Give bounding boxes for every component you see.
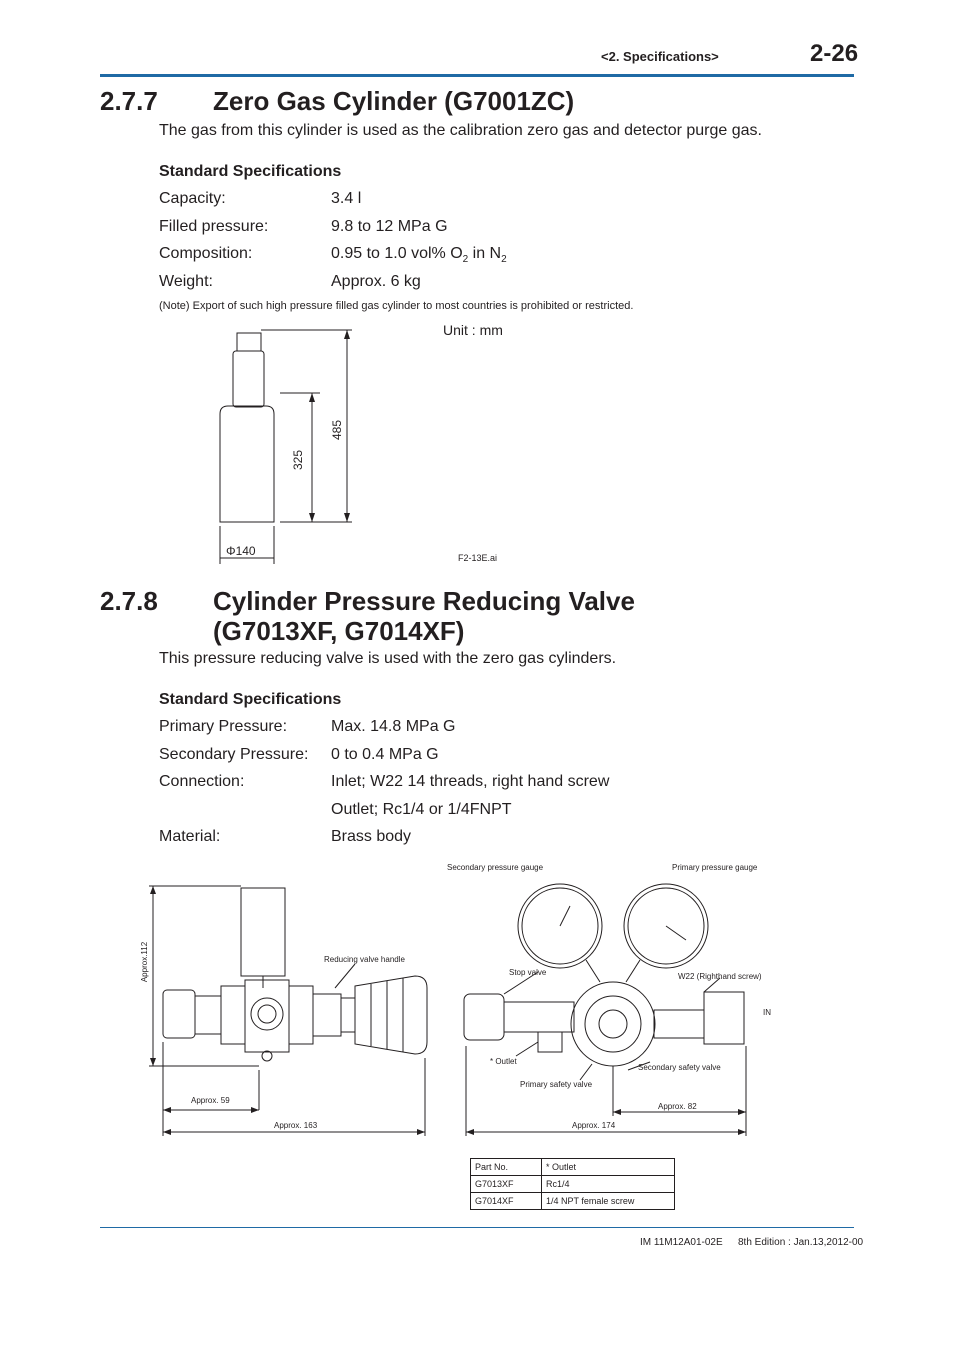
label-reducing-valve-handle: Reducing valve handle xyxy=(324,955,405,964)
export-note: (Note) Export of such high pressure filled gas cylinder to most countries is prohibited or restricted. xyxy=(159,300,634,312)
spec-value: 9.8 to 12 MPa G xyxy=(331,218,448,235)
footer-doc-number: IM 11M12A01-02E xyxy=(640,1237,723,1248)
parts-table xyxy=(470,1158,675,1210)
subscript: 2 xyxy=(501,254,507,266)
label-approx-174: Approx. 174 xyxy=(572,1121,616,1130)
table-cell: Rc1/4 xyxy=(542,1176,675,1193)
header-section: <2. Specifications> xyxy=(601,49,719,64)
unit-label: Unit : mm xyxy=(443,322,503,338)
valve-side-view-drawing xyxy=(135,870,435,1140)
spec-value: Max. 14.8 MPa G xyxy=(331,718,456,735)
spec-label: Primary Pressure: xyxy=(159,718,288,735)
cylinder-body xyxy=(220,406,274,522)
spec-value-composition xyxy=(331,245,507,265)
spec-value: Brass body xyxy=(331,828,412,845)
figure-file-name: F2-13E.ai xyxy=(458,553,498,563)
label-approx-82: Approx. 82 xyxy=(658,1102,697,1111)
label-approx-112: Approx.112 xyxy=(140,941,149,983)
spec-value: Approx. 6 kg xyxy=(331,273,421,290)
footer-rule xyxy=(100,1227,854,1228)
dim-diameter: Φ140 xyxy=(226,544,256,558)
stop-valve-knob xyxy=(464,994,504,1040)
spec-heading-277: Standard Specifications xyxy=(159,163,342,180)
table-cell: 1/4 NPT female screw xyxy=(542,1193,675,1210)
spec-value: Outlet; Rc1/4 or 1/4FNPT xyxy=(331,801,512,818)
label-approx-163: Approx. 163 xyxy=(274,1121,318,1130)
spec-label: Secondary Pressure: xyxy=(159,746,309,763)
label-secondary-safety-valve: Secondary safety valve xyxy=(638,1063,721,1072)
table-header-row xyxy=(471,1159,675,1176)
reducing-valve-handle xyxy=(355,976,427,1054)
valve-body-front xyxy=(571,982,655,1066)
dim-485: 485 xyxy=(330,419,344,441)
spec-value: 0 to 0.4 MPa G xyxy=(331,746,439,763)
table-header: Part No. xyxy=(471,1159,542,1176)
label-outlet: * Outlet xyxy=(490,1057,517,1066)
label-primary-safety-valve: Primary safety valve xyxy=(520,1080,593,1089)
footer-edition: 8th Edition : Jan.13,2012-00 xyxy=(738,1237,864,1248)
subscript: 2 xyxy=(462,254,469,266)
section-number-278: 2.7.8 xyxy=(100,586,158,616)
label-approx-59: Approx. 59 xyxy=(191,1096,230,1105)
table-row xyxy=(471,1176,675,1193)
spec-value: 3.4 l xyxy=(331,190,362,207)
section-title-278-line2: (G7013XF, G7014XF) xyxy=(213,616,465,646)
label-primary-pressure-gauge: Primary pressure gauge xyxy=(672,863,758,872)
section-title-278-line1: Cylinder Pressure Reducing Valve xyxy=(213,586,635,616)
valve-knob-side xyxy=(251,998,283,1030)
spec-label: Composition: xyxy=(159,245,253,262)
section-title-277: Zero Gas Cylinder (G7001ZC) xyxy=(213,86,575,116)
table-cell: G7013XF xyxy=(471,1176,542,1193)
label-in: IN xyxy=(763,1008,771,1017)
section-number-277: 2.7.7 xyxy=(100,86,158,116)
spec-label: Connection: xyxy=(159,773,245,790)
header-rule xyxy=(100,74,854,77)
label-secondary-pressure-gauge: Secondary pressure gauge xyxy=(447,863,544,872)
valve-front-view-drawing xyxy=(440,860,780,1140)
spec-label: Weight: xyxy=(159,273,213,290)
label-stop-valve: Stop valve xyxy=(509,968,547,977)
spec-value: Inlet; W22 14 threads, right hand screw xyxy=(331,773,610,790)
section-intro-278: This pressure reducing valve is used with the zero gas cylinders. xyxy=(159,650,617,667)
spec-heading-278: Standard Specifications xyxy=(159,691,342,708)
spec-label: Capacity: xyxy=(159,190,226,207)
table-header: * Outlet xyxy=(542,1159,675,1176)
outlet-fitting xyxy=(163,990,195,1038)
inlet-fitting xyxy=(704,992,744,1044)
cylinder-neck xyxy=(233,351,264,407)
spec-label: Material: xyxy=(159,828,221,845)
cylinder-drawing xyxy=(200,320,540,570)
table-row xyxy=(471,1193,675,1210)
page-number: 2-26 xyxy=(810,40,859,67)
composition-text: in N xyxy=(468,245,502,262)
gauge-side xyxy=(241,888,285,976)
outlet-port xyxy=(538,1032,562,1052)
spec-label: Filled pressure: xyxy=(159,218,269,235)
cylinder-valve xyxy=(237,333,261,351)
dim-325: 325 xyxy=(291,449,305,471)
section-intro-277: The gas from this cylinder is used as the calibration zero gas and detector purge gas. xyxy=(159,122,762,139)
label-w22: W22 (Righthand screw) xyxy=(678,972,762,981)
table-cell: G7014XF xyxy=(471,1193,542,1210)
valve-knob-front xyxy=(585,996,641,1052)
composition-text: 0.95 to 1.0 vol% O xyxy=(331,245,463,262)
